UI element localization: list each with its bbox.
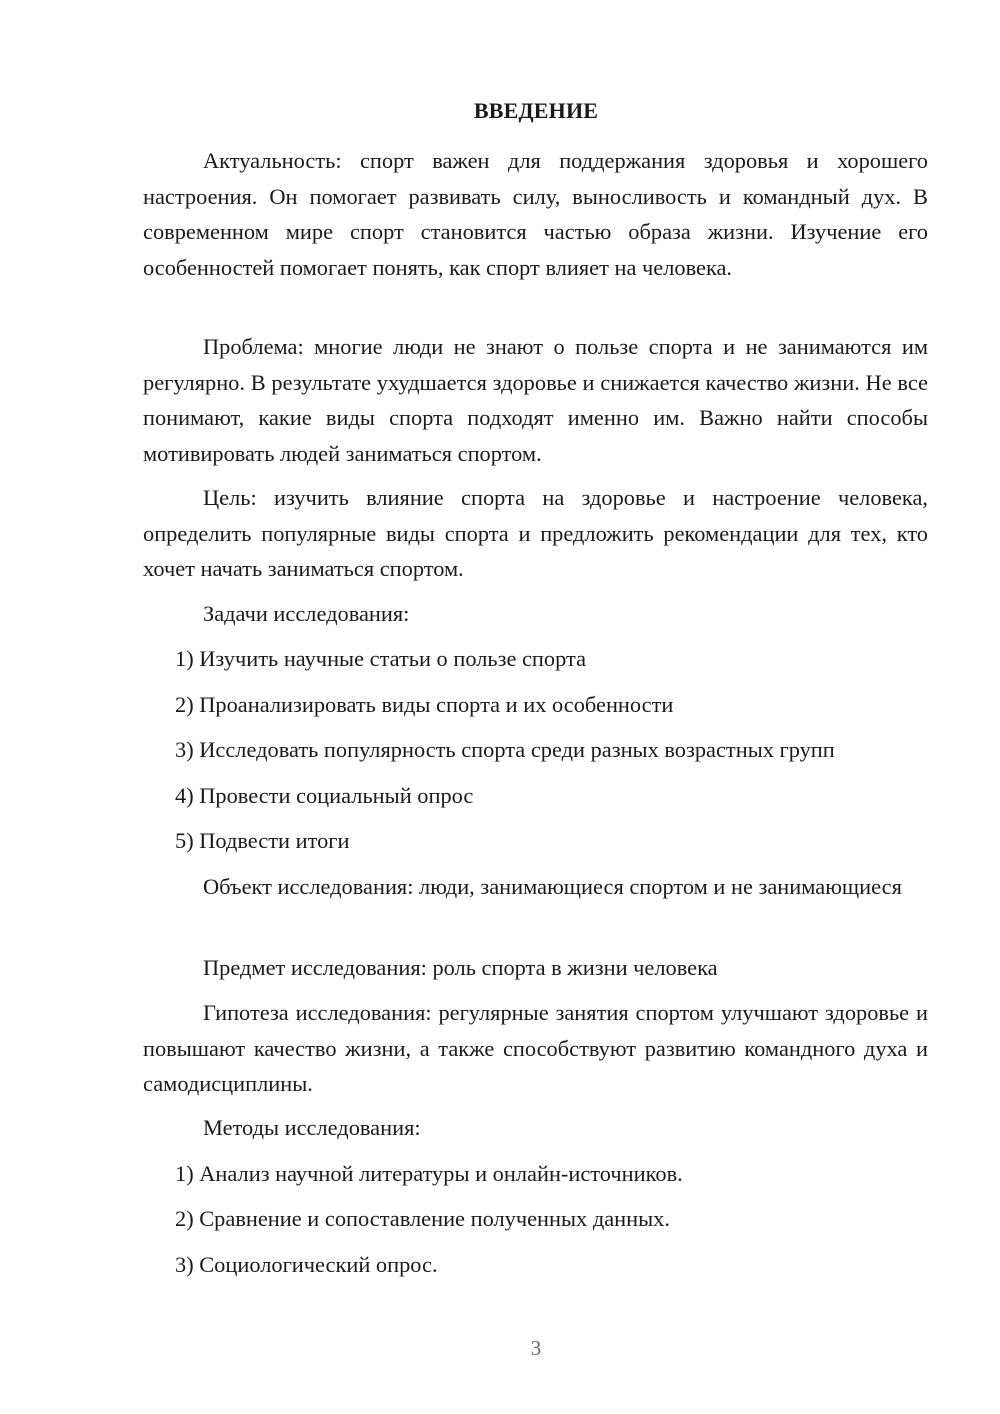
task-item-3: 3) Исследовать популярность спорта среди разных возрастных групп	[175, 737, 835, 762]
problem-paragraph: Проблема: многие люди не знают о пользе спорта и не занимаются им регулярно. В результате ухудшается здоровье и снижается качество жизни. Не все понимают, какие виды спорта подходят именно им. Важно найти способы мотивировать людей заниматься спортом.	[143, 334, 928, 466]
task-item-1: 1) Изучить научные статьи о пользе спорта	[175, 646, 587, 671]
method-item-2: 2) Сравнение и сопоставление полученных данных.	[175, 1206, 670, 1231]
object-paragraph: Объект исследования: люди, занимающиеся спортом и не занимающиеся	[203, 874, 902, 899]
relevance-paragraph: Актуальность: спорт важен для поддержания здоровья и хорошего настроения. Он помогает развивать силу, выносливость и командный дух. В современном мире спорт становится частью образа жизни. Изучение его особенностей помогает понять, как спорт влияет на человека.	[143, 148, 928, 280]
method-item-3: 3) Социологический опрос.	[175, 1252, 438, 1277]
method-item-1: 1) Анализ научной литературы и онлайн-источников.	[175, 1161, 683, 1186]
methods-title: Методы исследования:	[203, 1115, 421, 1140]
section-heading: ВВЕДЕНИЕ	[473, 98, 599, 123]
task-item-4: 4) Провести социальный опрос	[175, 783, 474, 808]
tasks-title: Задачи исследования:	[203, 601, 410, 626]
task-item-2: 2) Проанализировать виды спорта и их особенности	[175, 692, 674, 717]
subject-paragraph: Предмет исследования: роль спорта в жизни человека	[203, 955, 718, 980]
hypothesis-paragraph: Гипотеза исследования: регулярные занятия спортом улучшают здоровье и повышают качество жизни, а также способствуют развитию командного духа и самодисциплины.	[143, 1000, 928, 1096]
task-item-5: 5) Подвести итоги	[175, 828, 350, 853]
page-number: 3	[530, 1336, 542, 1360]
goal-paragraph: Цель: изучить влияние спорта на здоровье и настроение человека, определить популярные виды спорта и предложить рекомендации для тех, кто хочет начать заниматься спортом.	[143, 485, 928, 581]
